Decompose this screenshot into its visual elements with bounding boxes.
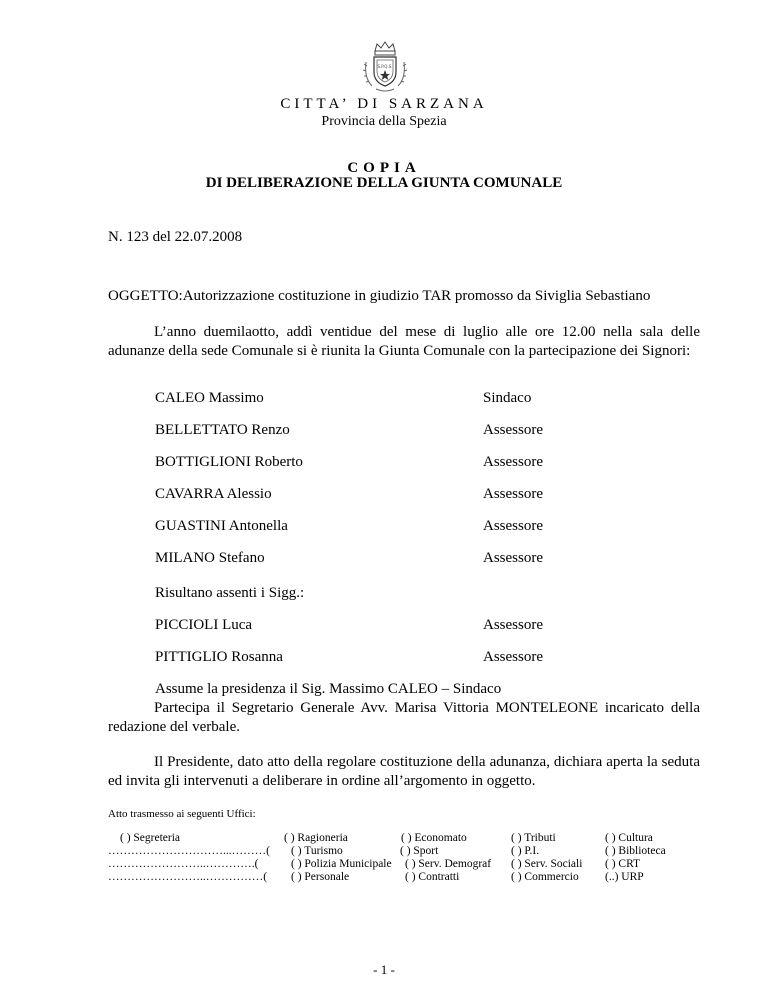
member-role: Assessore	[483, 518, 543, 534]
office-item: …………………………...………(	[108, 845, 270, 857]
absent-member-name: PITTIGLIO Rosanna	[155, 649, 283, 665]
office-item: ( ) Segreteria	[120, 832, 181, 844]
absent-member-role: Assessore	[483, 649, 543, 665]
member-name: MILANO Stefano	[155, 550, 265, 566]
presidency-line: Assume la presidenza il Sig. Massimo CALEO – Sindaco	[155, 681, 502, 697]
office-item: ( ) Economato	[401, 832, 467, 844]
city-name: CITTA’ DI SARZANA	[280, 96, 488, 112]
opening-paragraph: Il Presidente, dato atto della regolare costituzione della adunanza, dichiara aperta la seduta ed invita gli intervenuti a deliberare in ordine all’argomento in oggetto.	[108, 754, 700, 789]
office-item: ( ) Serv. Sociali	[511, 858, 583, 870]
member-role: Assessore	[483, 422, 543, 438]
member-role: Assessore	[483, 550, 543, 566]
office-item: (..) URP	[605, 871, 644, 883]
office-item: ( ) Sport	[400, 845, 439, 857]
member-role: Assessore	[483, 454, 543, 470]
member-name: CALEO Massimo	[155, 390, 264, 406]
member-name: CAVARRA Alessio	[155, 486, 272, 502]
municipal-crest-icon	[358, 40, 412, 96]
page-number: - 1 -	[373, 962, 395, 977]
absent-member-role: Assessore	[483, 617, 543, 633]
office-item: ( ) Ragioneria	[284, 832, 348, 844]
intro-paragraph: L’anno duemilaotto, addì ventidue del mese di luglio alle ore 12.00 nella sala delle adunanze della sede Comunale si è riunita la Giunta Comunale con la partecipazione dei Signori:	[108, 324, 700, 359]
subject-line: OGGETTO:Autorizzazione costituzione in giudizio TAR promosso da Siviglia Sebastiano	[108, 288, 651, 304]
absent-label: Risultano assenti i Sigg.:	[155, 585, 305, 601]
secretary-paragraph: Partecipa il Segretario Generale Avv. Marisa Vittoria MONTELEONE incaricato della redazione del verbale.	[108, 700, 700, 735]
svg-text:S.P.Q.S.: S.P.Q.S.	[377, 64, 393, 69]
document-copy-label: COPIA	[347, 160, 421, 176]
member-role: Sindaco	[483, 390, 532, 406]
office-item: ( ) P.I.	[511, 845, 540, 857]
offices-label: Atto trasmesso ai seguenti Uffici:	[108, 808, 256, 820]
office-item: ( ) Polizia Municipale	[291, 858, 392, 870]
office-item: ……………………..………….(	[108, 858, 259, 870]
absent-member-name: PICCIOLI Luca	[155, 617, 253, 633]
member-role: Assessore	[483, 486, 543, 502]
office-item: ( ) Personale	[291, 871, 350, 883]
office-item: ( ) CRT	[605, 858, 641, 870]
deliberation-number: N. 123 del 22.07.2008	[108, 229, 243, 245]
member-name: GUASTINI Antonella	[155, 518, 288, 534]
office-item: ……………………..……………(	[108, 871, 268, 883]
office-item: ( ) Serv. Demograf	[405, 858, 492, 870]
office-item: ( ) Biblioteca	[605, 845, 666, 857]
document-title: DI DELIBERAZIONE DELLA GIUNTA COMUNALE	[205, 175, 563, 191]
member-name: BOTTIGLIONI Roberto	[155, 454, 303, 470]
office-item: ( ) Tributi	[511, 832, 556, 844]
office-item: ( ) Turismo	[291, 845, 343, 857]
office-item: ( ) Commercio	[511, 871, 579, 883]
office-item: ( ) Contratti	[405, 871, 460, 883]
province-name: Provincia della Spezia	[321, 114, 447, 129]
member-name: BELLETTATO Renzo	[155, 422, 290, 438]
office-item: ( ) Cultura	[605, 832, 653, 844]
